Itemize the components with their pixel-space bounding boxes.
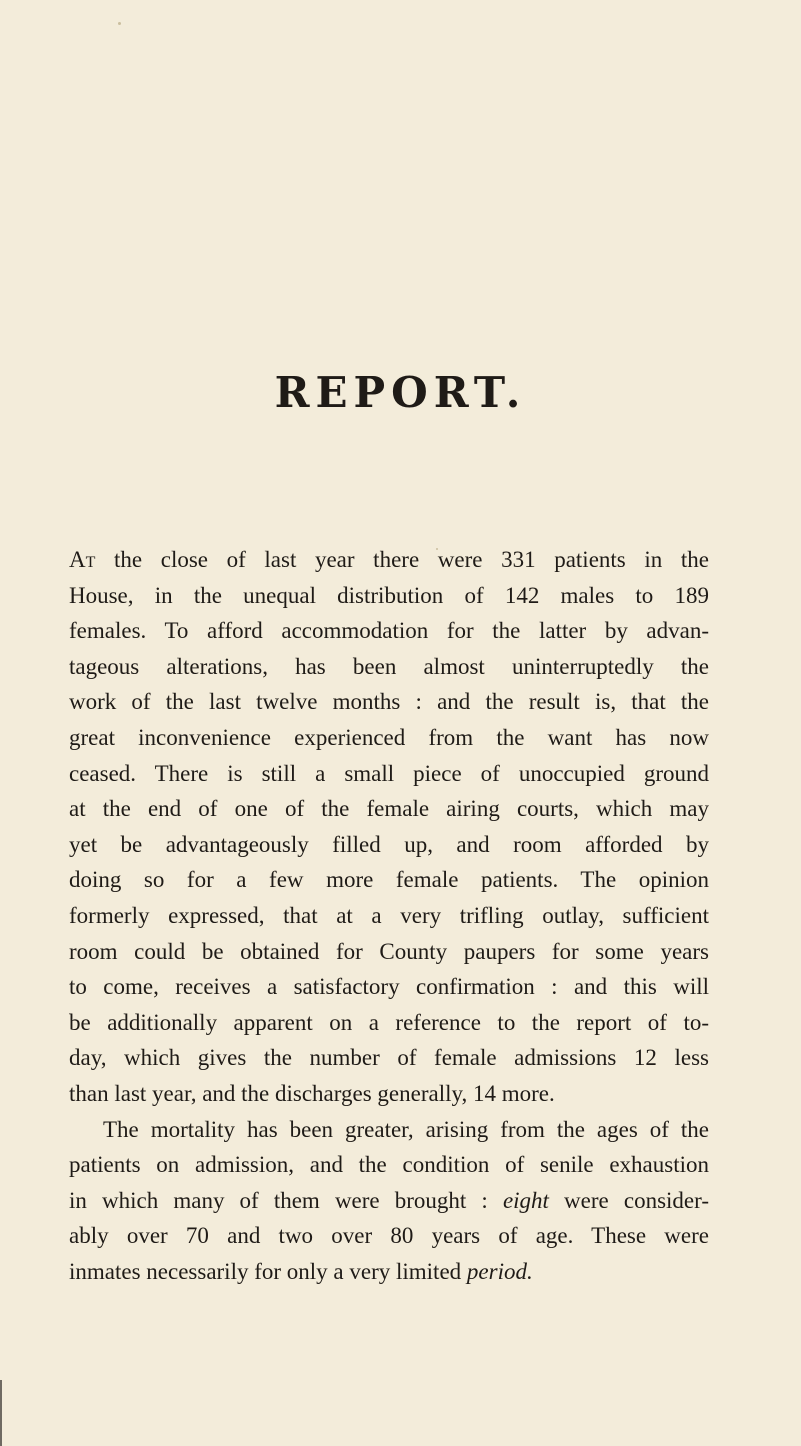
text-line: At the close of last year there were 331 patients in the	[69, 547, 709, 572]
text-line: in which many of them were brought : eight were consider-	[69, 1187, 709, 1213]
text-line: doing so for a few more female patients. The opinion	[69, 867, 709, 893]
text-line: than last year, and the discharges generally, 14 more.	[69, 1080, 555, 1106]
text-line: yet be advantageously filled up, and room afforded by	[69, 831, 709, 857]
text-line: formerly expressed, that at a very trifling outlay, sufficient	[69, 902, 709, 928]
italic-eight: eight	[502, 1187, 549, 1213]
text-line: be additionally apparent on a reference to the report of to-	[69, 1009, 709, 1035]
text-line: work of the last twelve months : and the result is, that the	[69, 689, 709, 715]
binding-edge-mark	[0, 1380, 2, 1446]
text-line: great inconvenience experienced from the want has now	[69, 724, 709, 750]
opening-word: At	[69, 547, 96, 572]
text-line: inmates necessarily for only a very limited period.	[69, 1258, 533, 1284]
text-line: females. To afford accommodation for the latter by advan-	[69, 618, 709, 644]
body-text	[69, 542, 709, 1289]
report-title: REPORT.	[274, 368, 527, 417]
text-line: at the end of one of the female airing courts, which may	[69, 796, 709, 822]
text-line: ceased. There is still a small piece of unoccupied ground	[69, 760, 709, 786]
text-line: ably over 70 and two over 80 years of age. These were	[69, 1223, 709, 1249]
text-line: patients on admission, and the condition of senile exhaustion	[69, 1152, 709, 1178]
text-line: tageous alterations, has been almost uninterruptedly the	[69, 653, 709, 679]
text-line: room could be obtained for County paupers for some years	[69, 938, 709, 964]
italic-period: period.	[466, 1258, 533, 1284]
paper-speck	[118, 22, 121, 25]
text-line: The mortality has been greater, arising from the ages of the	[103, 1116, 709, 1142]
text-line: House, in the unequal distribution of 142 males to 189	[69, 582, 709, 608]
text-line: day, which gives the number of female admissions 12 less	[69, 1045, 709, 1071]
text-line: to come, receives a satisfactory confirmation : and this will	[69, 974, 709, 1000]
